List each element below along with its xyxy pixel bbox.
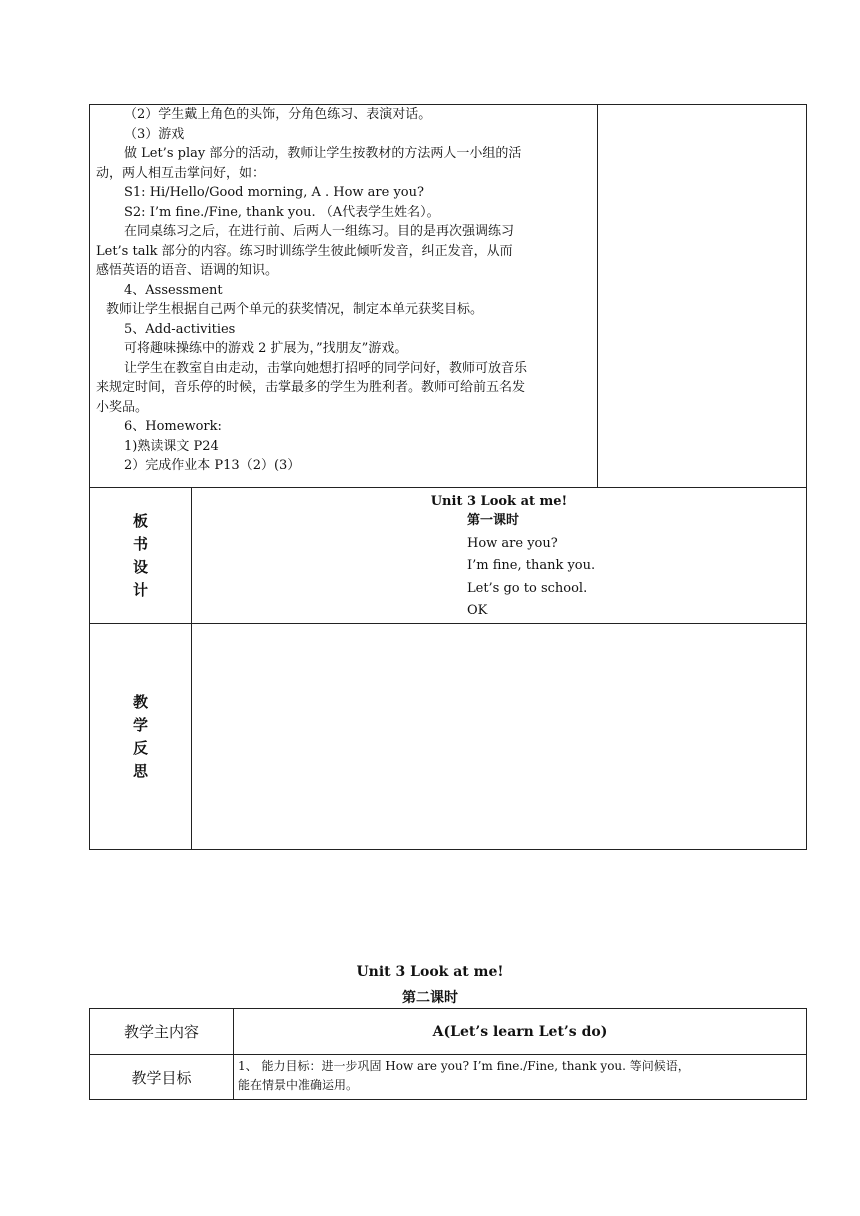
teaching-goal-label: 教学目标 (90, 1055, 234, 1100)
label-char: 思 (132, 761, 148, 780)
lesson-procedure-text (96, 105, 593, 476)
lesson-line: 6、Homework: (124, 419, 222, 434)
lesson-plan-table (89, 104, 807, 850)
notes-cell (598, 105, 807, 488)
label-char: 计 (132, 580, 148, 599)
teaching-goal-value (234, 1055, 807, 1100)
lesson-line: 动，两人相互击掌问好，如： (96, 165, 266, 181)
lesson-line: 教师让学生根据自己两个单元的获奖情况，制定本单元获奖目标。 (106, 302, 484, 317)
label-char: 反 (132, 738, 148, 757)
lesson-line: （3）游戏 (124, 126, 185, 142)
main-content-label: 教学主内容 (90, 1009, 234, 1055)
label-char: 书 (132, 534, 148, 553)
teaching-goal-line: 能在情景中准确运用。 (238, 1078, 359, 1092)
board-design-label (90, 488, 192, 624)
teaching-goal-line: 1、 能力目标：进一步巩固 How are you? I’m fine./Fine, thank you. 等问候语， (238, 1059, 690, 1073)
second-lesson-subheading: 第二课时 (402, 990, 458, 1006)
lesson-line: 让学生在教室自由走动，击掌向她想打招呼的同学问好，教师可放音乐 (124, 360, 528, 376)
board-line: I’m fine, thank you. (467, 558, 596, 573)
label-char: 设 (132, 557, 148, 576)
lesson-line: S1: Hi/Hello/Good morning, A . How are you? (124, 185, 424, 200)
second-lesson-heading: Unit 3 Look at me! (356, 964, 504, 980)
board-line: How are you? (467, 535, 558, 551)
board-design-cell (192, 488, 807, 624)
board-lines (192, 510, 806, 623)
second-lesson-table (89, 1008, 807, 1100)
main-content-value: A(Let’s learn Let’s do) (234, 1009, 807, 1055)
lesson-line: S2: I’m fine./Fine, thank you. （A代表学生姓名）。 (124, 204, 440, 220)
label-char: 教 (132, 692, 148, 711)
lesson-line: 4、Assessment (124, 282, 223, 298)
lesson-line: 在同桌练习之后，在进行前、后两人一组练习。目的是再次强调练习 (124, 224, 515, 239)
lesson-line: 感悟英语的语音、语调的知识。 (96, 263, 279, 278)
board-line: Let’s go to school. (467, 580, 588, 596)
label-char: 板 (132, 511, 148, 530)
lesson-line: 做 Let’s play 部分的活动，教师让学生按教材的方法两人一小组的活 (124, 146, 522, 161)
reflection-cell (192, 624, 807, 850)
lesson-line: 2）完成作业本 P13（2）(3） (124, 458, 301, 473)
lesson-line: 来规定时间，音乐停的时候，击掌最多的学生为胜利者。教师可给前五名发 (96, 380, 526, 395)
reflection-label (90, 624, 192, 850)
lesson-line: 5、Add-activities (124, 321, 236, 337)
lesson-line: （2）学生戴上角色的头饰，分角色练习、表演对话。 (124, 107, 432, 122)
board-line: OK (467, 603, 488, 618)
lesson-procedure-cell (90, 105, 598, 488)
label-char: 学 (132, 715, 148, 734)
lesson-line: Let’s talk 部分的内容。练习时训练学生彼此倾听发音，纠正发音，从而 (96, 243, 513, 259)
lesson-line: 1)熟读课文 P24 (124, 438, 219, 454)
lesson-line: 可将趣味操练中的游戏 2 扩展为，”找朋友”游戏。 (124, 341, 408, 356)
board-line: 第一课时 (467, 513, 520, 528)
lesson-line: 小奖品。 (96, 399, 149, 415)
board-title: Unit 3 Look at me! (430, 494, 568, 509)
